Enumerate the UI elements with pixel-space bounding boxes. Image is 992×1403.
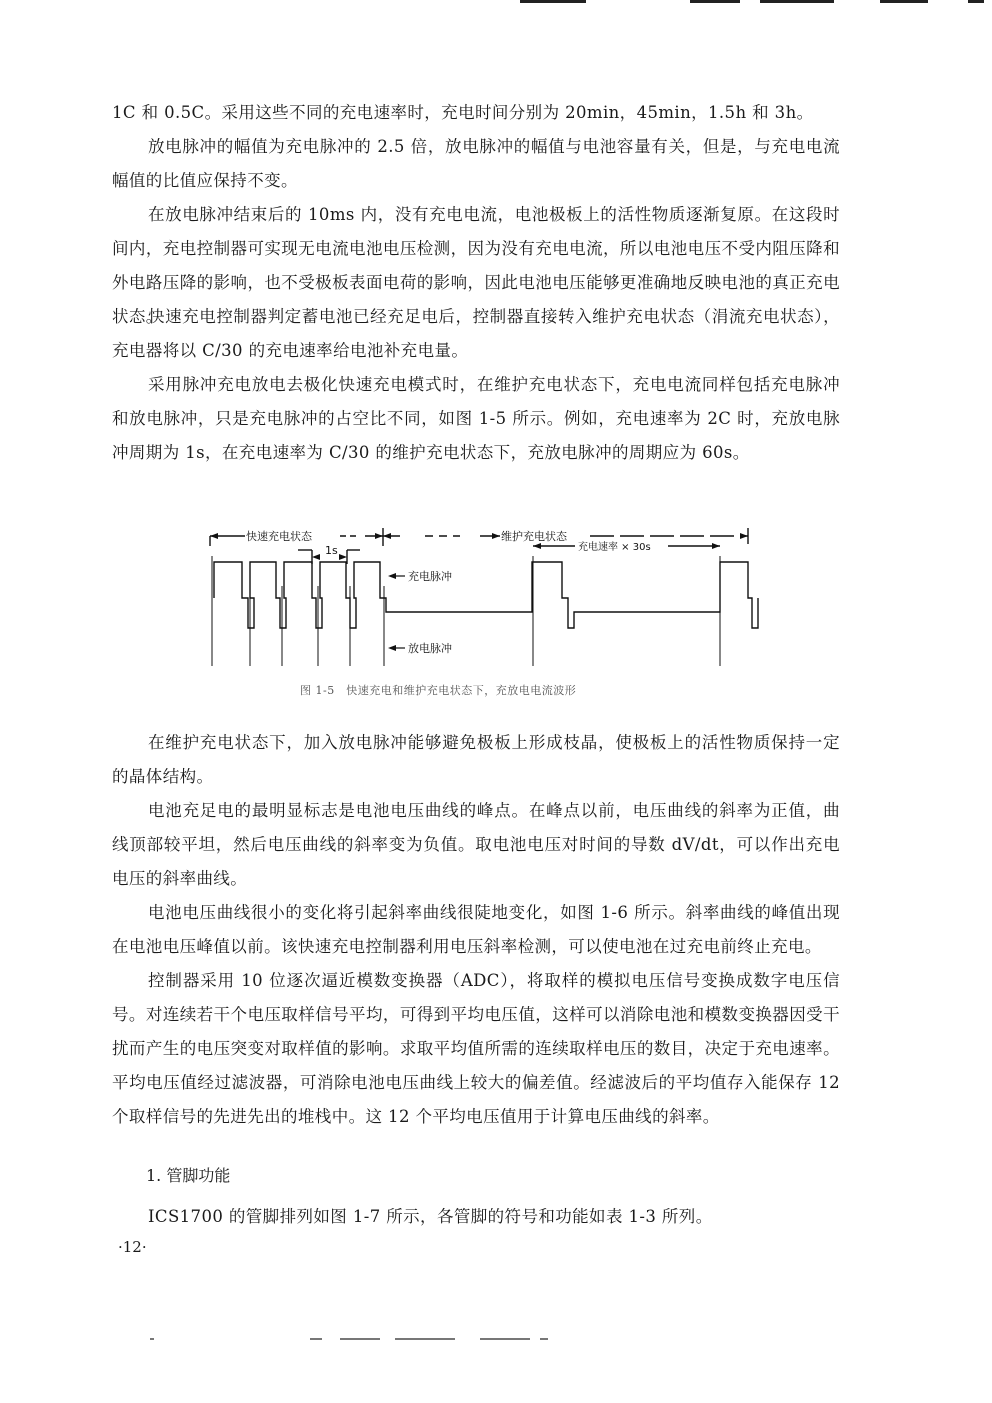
maintenance-charge-label: 维护充电状态 — [501, 530, 567, 543]
paragraph-6: 在维护充电状态下，加入放电脉冲能够避免极板上形成枝晶，使极板上的活性物质保持一定的晶体结构。 — [112, 733, 840, 786]
paragraph-9: 控制器采用 10 位逐次逼近模数变换器（ADC），将取样的模拟电压信号变换成数字电压信号。对连续若干个电压取样信号平均，可得到平均电压值，这样可以消除电池和模数变换器因受干扰而产生的电压突变对取样值的影响。求取平均值所需的连续取样电压的数目，决定于充电速率。平均电压值经过滤波器，可消除电池电压曲线上较大的偏差值。经滤波后的平均值存入能保存 12 个取样信号的先进先出的堆栈中。这 12 个平均电压值用于计算电压曲线的斜率。 — [112, 971, 840, 1126]
period-label: 1s — [325, 544, 338, 557]
waveform-figure — [200, 516, 770, 676]
paragraph-7: 电池充足电的最明显标志是电池电压曲线的峰点。在峰点以前，电压曲线的斜率为正值，曲线顶部较平坦，然后电压曲线的斜率变为负值。取电池电压对时间的导数 dV/dt，可以作出充电电压的斜率曲线。 — [112, 801, 840, 888]
paragraph-10: ICS1700 的管脚排列如图 1-7 所示，各管脚的符号和功能如表 1-3 所列。 — [148, 1207, 713, 1226]
paragraph-5: 采用脉冲充电放电去极化快速充电模式时，在维护充电状态下，充电电流同样包括充电脉冲和放电脉冲，只是充电脉冲的占空比不同，如图 1-5 所示。例如，充电速率为 2C 时，充放电脉冲周期为 1s，在充电速率为 C/30 的维护充电状态下，充放电脉冲的周期应为 60s。 — [112, 375, 840, 462]
paragraph-1: 1C 和 0.5C。采用这些不同的充电速率时，充电时间分别为 20min，45min，1.5h 和 3h。 — [112, 103, 814, 122]
paragraph-2: 放电脉冲的幅值为充电脉冲的 2.5 倍，放电脉冲的幅值与电池容量有关，但是，与充电电流幅值的比值应保持不变。 — [112, 137, 840, 190]
charge-rate-label: 充电速率 × 30s — [578, 542, 651, 553]
section-heading: 1. 管脚功能 — [146, 1166, 231, 1185]
fast-charge-label: 快速充电状态 — [246, 530, 312, 543]
paragraph-8: 电池电压曲线很小的变化将引起斜率曲线很陡地变化，如图 1-6 所示。斜率曲线的峰值出现在电池电压峰值以前。该快速充电控制器利用电压斜率检测，可以使电池在过充电前终止充电。 — [112, 903, 840, 956]
charge-pulse-label: 充电脉冲 — [408, 570, 452, 583]
scan-marks — [0, 0, 992, 6]
discharge-pulse-label: 放电脉冲 — [408, 642, 452, 655]
page-number: ·12· — [118, 1238, 147, 1256]
figure-caption: 图 1-5 快速充电和维护充电状态下，充放电电流波形 — [300, 684, 577, 697]
paragraph-4: 快速充电控制器判定蓄电池已经充足电后，控制器直接转入维护充电状态（涓流充电状态），充电器将以 C/30 的充电速率给电池补充电量。 — [112, 307, 840, 360]
scan-noise — [150, 1338, 570, 1342]
paragraph-3: 在放电脉冲结束后的 10ms 内，没有充电电流，电池极板上的活性物质逐渐复原。在这段时间内，充电控制器可实现无电流电池电压检测，因为没有充电电流，所以电池电压不受内阻压降和外电路压降的影响，也不受极板表面电荷的影响，因此电池电压能够更准确地反映电池的真正充电状态。 — [112, 205, 840, 326]
